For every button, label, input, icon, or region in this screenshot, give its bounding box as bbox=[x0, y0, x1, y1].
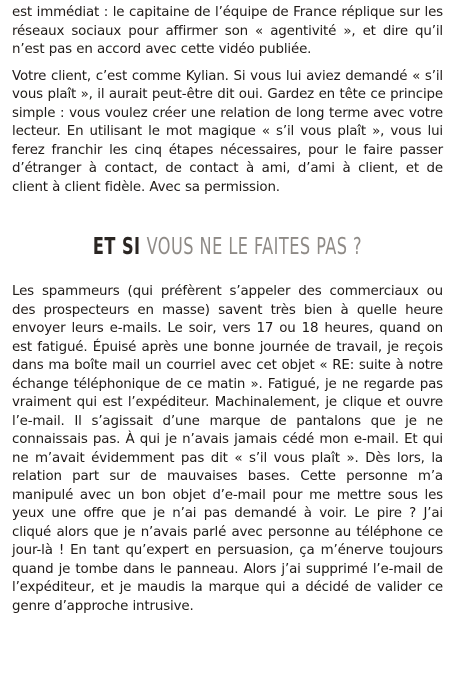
body-paragraph-2: Votre client, c’est comme Kylian. Si vous lui aviez demandé « s’il vous plaît », il aurait peut-être dit oui. Gardez en tête ce principe simple : vous voulez créer une relation de long terme avec votre lecteur. En utilisant le mot magique « s’il vous plaît », vous lui ferez franchir les cinq étapes nécessaires, pour le faire passer d’étranger à contact, de contact à ami, d’ami à client, et de client à client fidèle. Avec sa permission. bbox=[12, 68, 443, 195]
body-paragraph-3: Les spammeurs (qui préfèrent s’appeler des commerciaux ou des prospecteurs en masse) savent très bien à quelle heure envoyer leurs e-mails. Le soir, vers 17 ou 18 heures, quand on est fatigué. Épuisé après une bonne journée de travail, je reçois dans ma boîte mail un courriel avec cet objet « RE: suite à notre échange téléphonique de ce matin ». Fatigué, je ne regarde pas vraiment qui est l’expéditeur. Machinalement, je clique et ouvre l’e-mail. Il s’agissait d’une marque de pantalons que je ne connaissais pas. À qui je n’avais jamais cédé mon e-mail. Et qui ne m’avait évidemment pas dit « s’il vous plaît ». Dès lors, la relation part sur de mauvaises bases. Cette personne m’a manipulé avec un bon objet d’e-mail pour me mettre sous les yeux une offre que je n’ai pas demandé à voir. Le pire ? J’ai cliqué alors que je n’avais parlé avec personne au téléphone ce jour-là ! En tant qu’expert en persuasion, ça m’énerve toujours quand je tombe dans le panneau. Alors j’ai supprimé l’e-mail de l’expéditeur, et je maudis la marque qui a décidé de valider ce genre d’approche intrusive. bbox=[12, 284, 443, 614]
section-heading bbox=[59, 233, 395, 261]
section-heading-part2: VOUS NE LE FAITES PAS ? bbox=[146, 234, 363, 260]
body-paragraph-1: est immédiat : le capitaine de l’équipe de France réplique sur les réseaux sociaux pour affirmer son « agentivité », et dire qu’il n’est pas en accord avec cette vidéo publiée. bbox=[12, 5, 443, 57]
section-heading-part1: ET SI bbox=[92, 234, 147, 260]
